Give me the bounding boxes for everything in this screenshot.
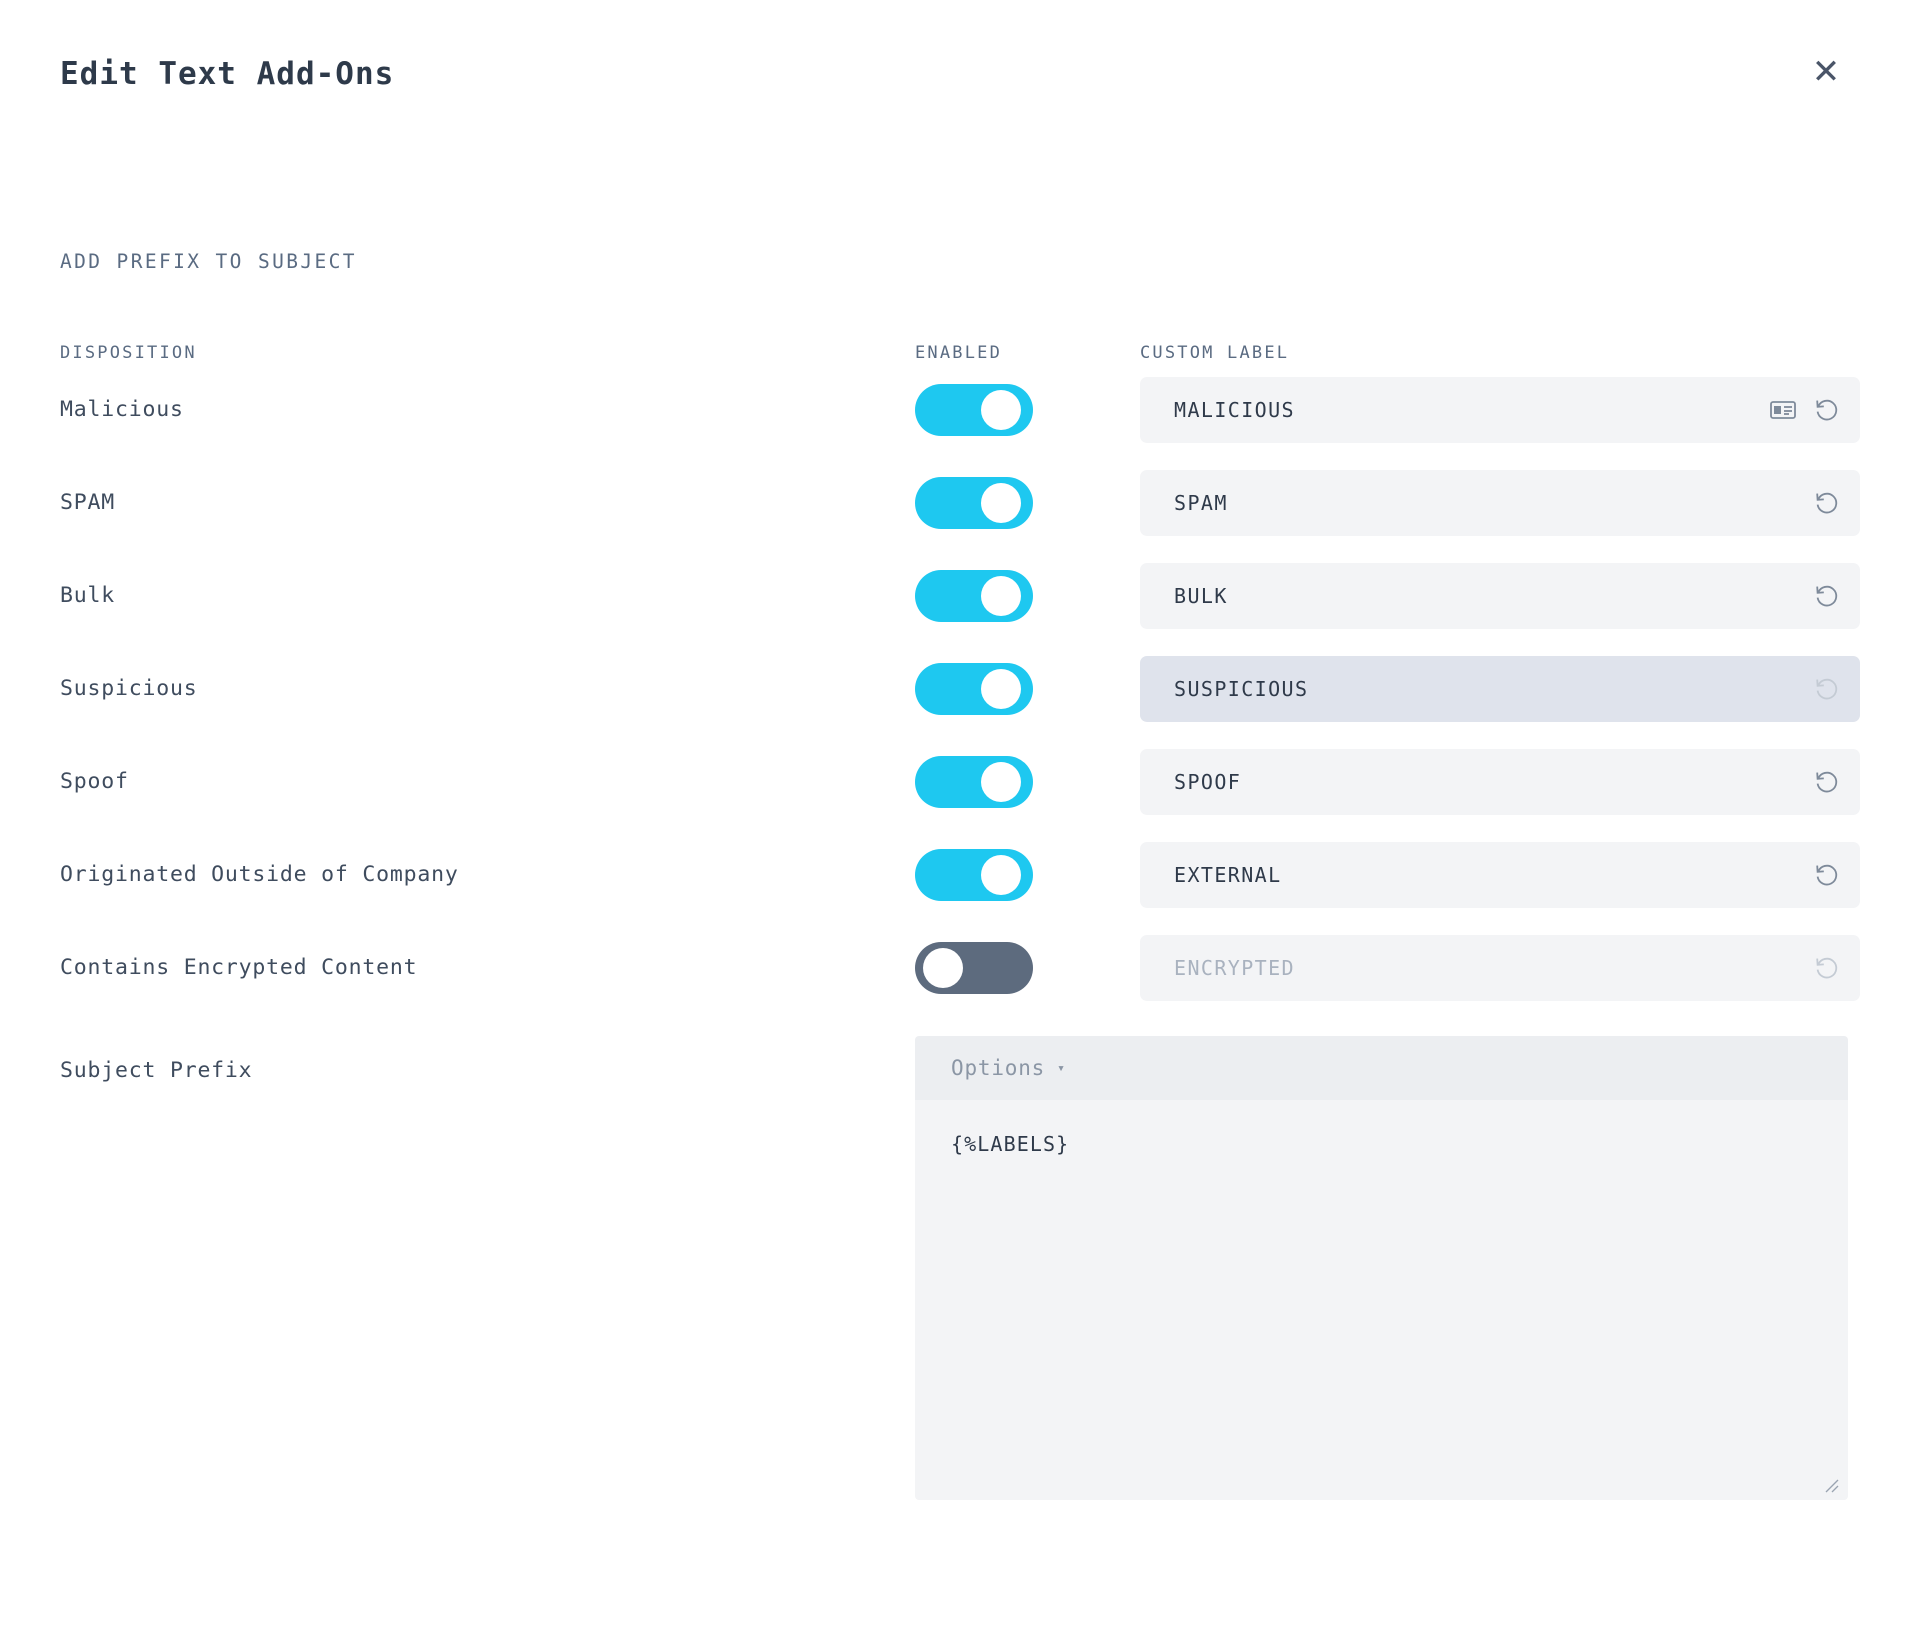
row-enabled-cell (915, 477, 1140, 529)
close-icon[interactable]: ✕ (1806, 52, 1846, 92)
custom-label-input[interactable] (1140, 563, 1860, 629)
table-header-row (60, 343, 1848, 363)
options-dropdown-button[interactable] (951, 1056, 1066, 1080)
row-label: Suspicious (60, 676, 198, 701)
enabled-toggle[interactable] (915, 663, 1033, 715)
reset-icon[interactable] (1810, 393, 1844, 427)
table-row (60, 828, 1848, 921)
row-enabled-cell (915, 384, 1140, 436)
subject-prefix-editor (915, 1036, 1848, 1500)
table-row (60, 549, 1848, 642)
editor-toolbar (915, 1036, 1848, 1100)
reset-icon[interactable] (1810, 486, 1844, 520)
row-enabled-cell (915, 663, 1140, 715)
row-custom-label-cell (1140, 470, 1860, 536)
custom-label-input (1140, 935, 1860, 1001)
row-label: Bulk (60, 583, 115, 608)
subject-prefix-label: Subject Prefix (60, 1058, 253, 1083)
row-enabled-cell (915, 849, 1140, 901)
table-row (60, 456, 1848, 549)
custom-label-input[interactable] (1140, 656, 1860, 722)
custom-label-value: BULK (1174, 583, 1228, 608)
options-dropdown-label: Options (951, 1056, 1046, 1080)
subject-prefix-textarea[interactable] (915, 1100, 1848, 1500)
column-header-custom-label: CUSTOM LABEL (1140, 343, 1290, 363)
enabled-toggle[interactable] (915, 756, 1033, 808)
reset-icon (1810, 951, 1844, 985)
enabled-toggle[interactable] (915, 384, 1033, 436)
insert-variable-icon[interactable] (1766, 393, 1800, 427)
custom-label-value: ENCRYPTED (1174, 955, 1295, 980)
row-custom-label-cell (1140, 377, 1860, 443)
custom-label-value: EXTERNAL (1174, 862, 1282, 887)
custom-label-value: SPAM (1174, 490, 1228, 515)
page-title: Edit Text Add-Ons (60, 56, 395, 92)
table-row (60, 735, 1848, 828)
enabled-toggle[interactable] (915, 942, 1033, 994)
row-label: Spoof (60, 769, 129, 794)
row-enabled-cell (915, 756, 1140, 808)
row-enabled-cell (915, 942, 1140, 994)
section-label-add-prefix-to-subject: ADD PREFIX TO SUBJECT (60, 250, 357, 273)
chevron-down-icon: ▾ (1057, 1060, 1066, 1076)
table-row (60, 921, 1848, 1014)
toggle-knob (923, 948, 963, 988)
toggle-knob (981, 669, 1021, 709)
toggle-knob (981, 855, 1021, 895)
enabled-toggle[interactable] (915, 849, 1033, 901)
enabled-toggle[interactable] (915, 477, 1033, 529)
row-custom-label-cell (1140, 935, 1860, 1001)
reset-icon[interactable] (1810, 672, 1844, 706)
row-custom-label-cell (1140, 842, 1860, 908)
toggle-knob (981, 390, 1021, 430)
table-row (60, 363, 1848, 456)
toggle-knob (981, 483, 1021, 523)
reset-icon[interactable] (1810, 765, 1844, 799)
row-label: Malicious (60, 397, 184, 422)
subject-prefix-section (60, 1036, 1848, 1500)
toggle-knob (981, 762, 1021, 802)
row-label: Originated Outside of Company (60, 862, 459, 887)
enabled-toggle[interactable] (915, 570, 1033, 622)
custom-label-input[interactable] (1140, 842, 1860, 908)
custom-label-value: SPOOF (1174, 769, 1242, 794)
row-custom-label-cell (1140, 749, 1860, 815)
subject-prefix-value: {%LABELS} (951, 1132, 1070, 1156)
toggle-knob (981, 576, 1021, 616)
row-custom-label-cell (1140, 563, 1860, 629)
row-enabled-cell (915, 570, 1140, 622)
row-custom-label-cell (1140, 656, 1860, 722)
custom-label-input[interactable] (1140, 470, 1860, 536)
custom-label-value: MALICIOUS (1174, 397, 1295, 422)
table-row (60, 642, 1848, 735)
row-label: SPAM (60, 490, 115, 515)
column-header-enabled: ENABLED (915, 343, 1003, 363)
dialog-header (0, 0, 1908, 120)
reset-icon[interactable] (1810, 579, 1844, 613)
reset-icon[interactable] (1810, 858, 1844, 892)
row-label: Contains Encrypted Content (60, 955, 418, 980)
custom-label-input[interactable] (1140, 377, 1860, 443)
custom-label-value: SUSPICIOUS (1174, 676, 1309, 701)
custom-label-input[interactable] (1140, 749, 1860, 815)
disposition-table (0, 343, 1908, 1500)
column-header-disposition: DISPOSITION (60, 343, 197, 363)
resize-handle-icon[interactable] (1822, 1476, 1840, 1494)
